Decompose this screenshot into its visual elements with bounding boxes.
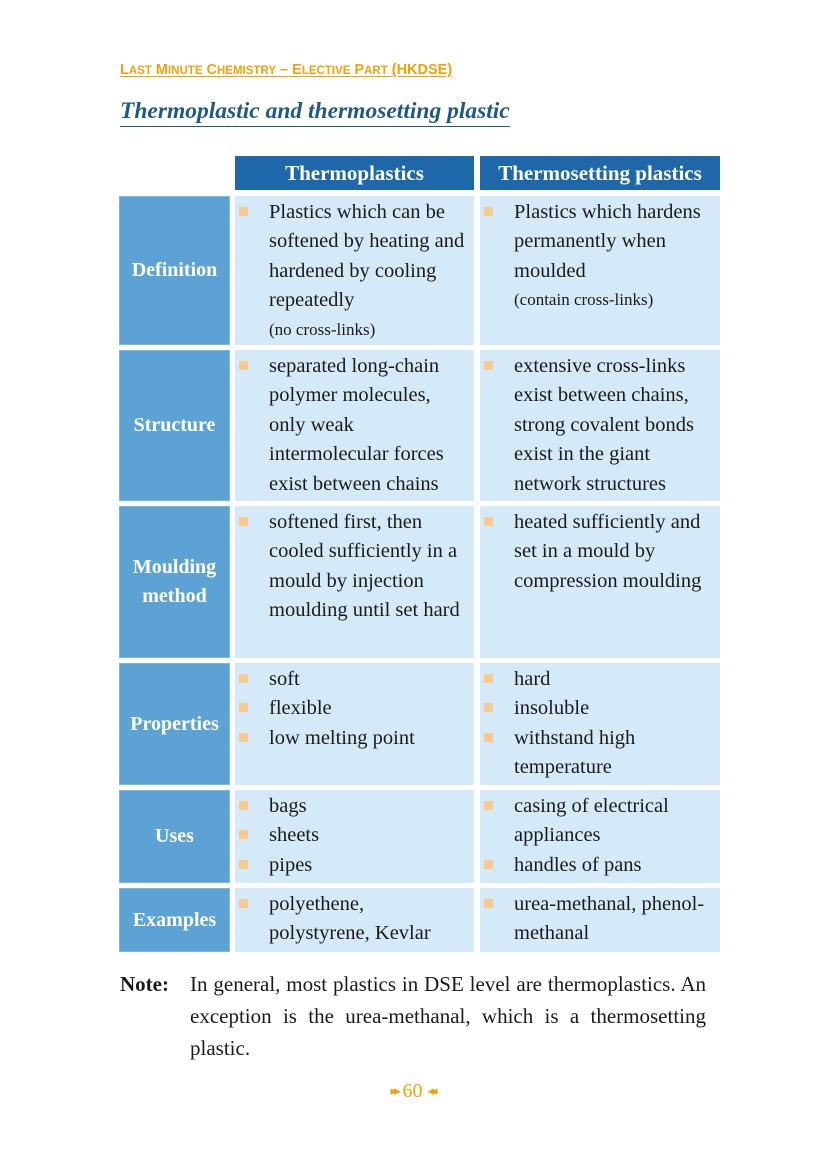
list-item: hard: [480, 665, 714, 694]
back-arrows-icon: ◂◂: [427, 1083, 435, 1098]
page-title: Thermoplastic and thermosetting plastic: [120, 98, 510, 124]
row-label-definition: Definition: [119, 196, 230, 345]
bullet-icon: [484, 733, 493, 742]
row-label-structure: Structure: [119, 350, 230, 501]
list-item: Plastics which hardens permanently when moulded (contain cross-links): [480, 198, 714, 313]
running-header: LAST MINUTE CHEMISTRY – ELECTIVE PART (HKDSE): [120, 62, 453, 78]
list-item: insoluble: [480, 694, 714, 723]
note-text: In general, most plastics in DSE level are thermoplastics. An exception is the urea-methanal, which is a thermosetting plastic.: [190, 972, 706, 1060]
list-item: casing of electrical appliances: [480, 792, 714, 851]
bullet-icon: [484, 207, 493, 216]
list-item: handles of pans: [480, 851, 714, 880]
note-label: Note:: [120, 972, 169, 996]
cell-properties-thermoplastics: [235, 663, 474, 785]
bullet-icon: [484, 801, 493, 810]
note-paragraph: [120, 968, 706, 1064]
row-label-uses: Uses: [119, 790, 230, 883]
bullet-icon: [484, 899, 493, 908]
list-item: soft: [235, 665, 468, 694]
bullet-icon: [239, 674, 248, 683]
bullet-icon: [484, 860, 493, 869]
list-item: polyethene, polystyrene, Kevlar: [235, 890, 468, 949]
list-item: separated long-chain polymer molecules, only weak intermolecular forces exist between chains: [235, 352, 468, 499]
bullet-icon: [239, 703, 248, 712]
bullet-icon: [239, 801, 248, 810]
bullet-icon: [239, 361, 248, 370]
bullet-icon: [484, 361, 493, 370]
cell-structure-thermoplastics: [235, 350, 474, 501]
list-item: urea-methanal, phenol-methanal: [480, 890, 714, 949]
forward-arrows-icon: ▸▸: [390, 1083, 398, 1098]
bullet-icon: [484, 674, 493, 683]
row-label-properties: Properties: [119, 663, 230, 785]
bullet-icon: [239, 733, 248, 742]
cell-properties-thermosetting: [480, 663, 720, 785]
list-item: softened first, then cooled sufficiently in a mould by injection moulding until set hard: [235, 508, 468, 626]
column-header-thermoplastics: Thermoplastics: [235, 156, 474, 190]
list-item: Plastics which can be softened by heating and hardened by cooling repeatedly (no cross-links): [235, 198, 468, 343]
cell-moulding-thermoplastics: [235, 506, 474, 658]
list-item: withstand high temperature: [480, 724, 714, 783]
cell-uses-thermosetting: [480, 790, 720, 883]
bullet-icon: [239, 860, 248, 869]
list-item: sheets: [235, 821, 468, 850]
cell-examples-thermoplastics: [235, 888, 474, 952]
cell-definition-thermoplastics: [235, 196, 474, 345]
list-item: pipes: [235, 851, 468, 880]
row-label-moulding-method: Moulding method: [119, 506, 230, 658]
bullet-icon: [484, 517, 493, 526]
bullet-icon: [239, 830, 248, 839]
list-item: heated sufficiently and set in a mould by compression moulding: [480, 508, 714, 596]
cell-moulding-thermosetting: [480, 506, 720, 658]
bullet-icon: [484, 703, 493, 712]
list-item: flexible: [235, 694, 468, 723]
cell-definition-thermosetting: [480, 196, 720, 345]
list-item: low melting point: [235, 724, 468, 753]
page-number: ▸▸ 60 ◂◂: [390, 1080, 435, 1102]
row-label-examples: Examples: [119, 888, 230, 952]
column-header-thermosetting: Thermosetting plastics: [480, 156, 720, 190]
bullet-icon: [239, 899, 248, 908]
cell-structure-thermosetting: [480, 350, 720, 501]
bullet-icon: [239, 517, 248, 526]
bullet-icon: [239, 207, 248, 216]
cell-uses-thermoplastics: [235, 790, 474, 883]
list-item: extensive cross-links exist between chains, strong covalent bonds exist in the giant network structures: [480, 352, 714, 499]
cell-examples-thermosetting: [480, 888, 720, 952]
list-item: bags: [235, 792, 468, 821]
